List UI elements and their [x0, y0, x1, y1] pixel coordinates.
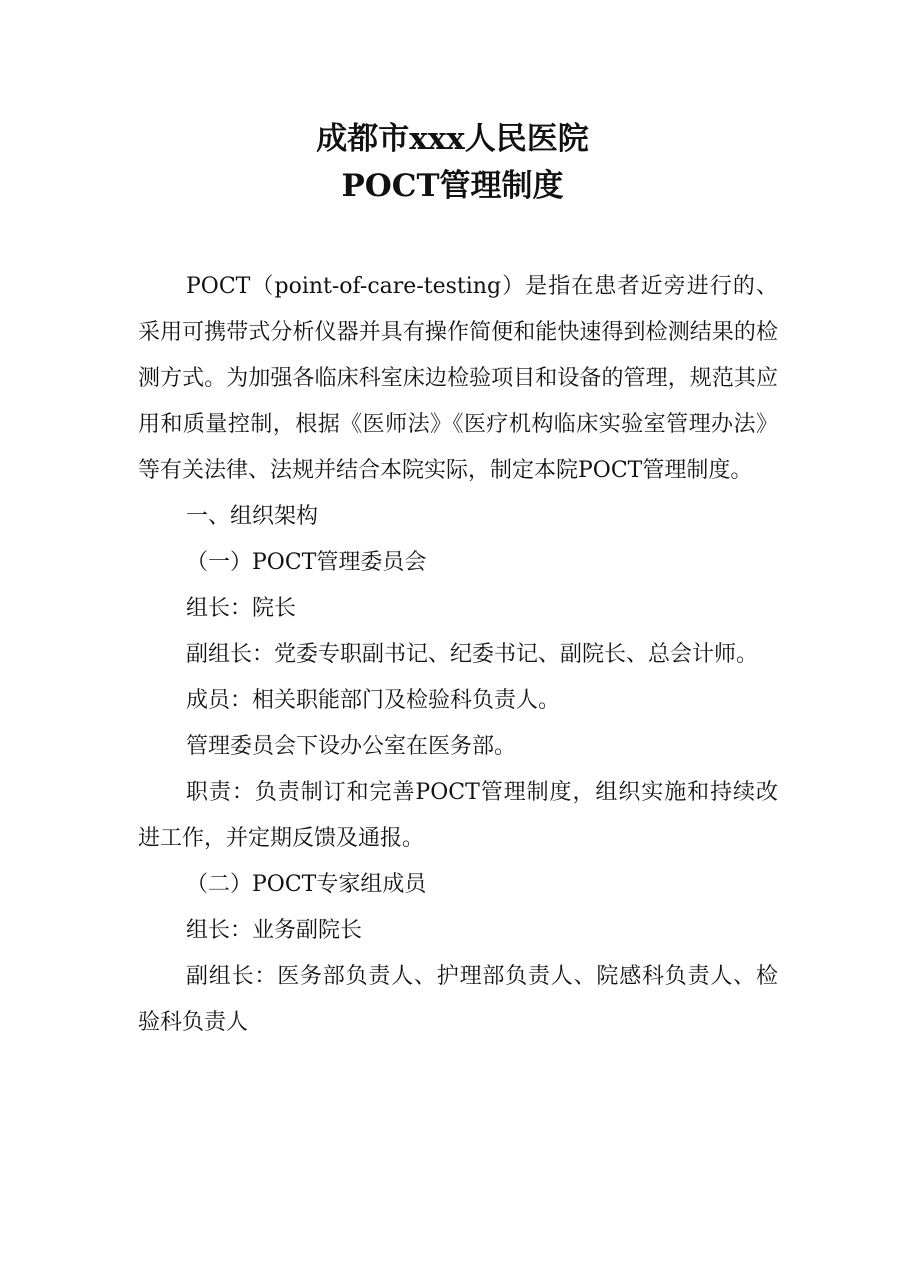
subsection-heading-expert-group: （二）POCT专家组成员 — [186, 872, 427, 897]
committee-duties: 职责：负责制订和完善POCT管理制度，组织实施和持续改进工作，并定期反馈及通报。 — [138, 780, 778, 851]
section-heading-organization: 一、组织架构 — [186, 504, 319, 529]
committee-members: 成员：相关职能部门及检验科负责人。 — [186, 688, 561, 713]
subsection-heading-committee: （一）POCT管理委员会 — [186, 550, 427, 575]
expert-group-leader: 组长：业务副院长 — [186, 918, 363, 943]
intro-paragraph: POCT（point-of-care-testing）是指在患者近旁进行的、采用可携带式分析仪器并具有操作简便和能快速得到检测结果的检测方式。为加强各临床科室床边检验项目和设备的管理，规范其应用和质量控制，根据《医师法》《医疗机构临床实验室管理办法》等有关法律、法规并结合本院实际，制定本院POCT管理制度。 — [138, 274, 778, 483]
document-title-line-2: POCT管理制度 — [341, 168, 564, 204]
committee-office: 管理委员会下设办公室在医务部。 — [186, 734, 517, 759]
document-body — [138, 264, 778, 1046]
document-title-line-1: 成都市xxx人民医院 — [316, 121, 589, 157]
expert-group-deputy-leaders: 副组长：医务部负责人、护理部负责人、院感科负责人、检验科负责人 — [138, 964, 778, 1035]
committee-leader: 组长：院长 — [186, 596, 297, 621]
committee-deputy-leaders: 副组长：党委专职副书记、纪委书记、副院长、总会计师。 — [186, 642, 759, 667]
